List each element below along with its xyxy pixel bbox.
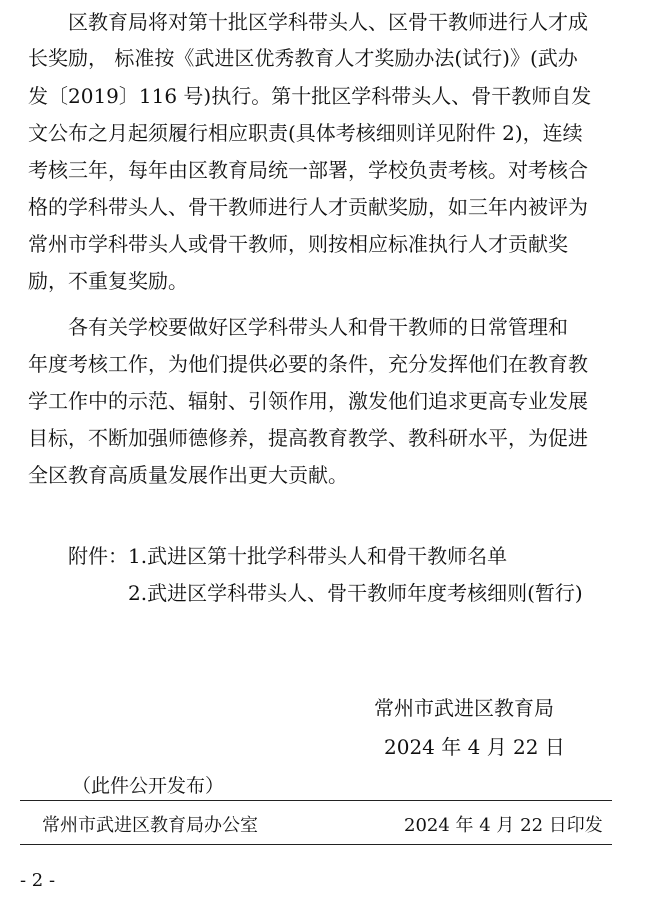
paragraph-1-line-3: 发〔2019〕116 号)执行。第十批区学科带头人、骨干教师自发	[28, 84, 592, 108]
paragraph-1-line-4: 文公布之月起须履行相应职责(具体考核细则详见附件 2)，连续	[28, 121, 583, 145]
paragraph-2-line-4: 目标，不断加强师德修养，提高教育教学、教科研水平，为促进	[28, 426, 588, 450]
signature-org: 常州市武进区教育局	[374, 696, 554, 720]
footer-bottom-rule	[20, 844, 612, 845]
paragraph-2-line-5: 全区教育高质量发展作出更大贡献。	[28, 463, 348, 487]
paragraph-2-line-2: 年度考核工作，为他们提供必要的条件，充分发挥他们在教育教	[28, 352, 588, 376]
paragraph-1-line-6: 格的学科带头人、骨干教师进行人才贡献奖励，如三年内被评为	[28, 195, 588, 219]
footer-print-date: 2024 年 4 月 22 日印发	[404, 815, 603, 836]
footer-issuer: 常州市武进区教育局办公室	[42, 815, 258, 836]
attachment-line-2: 2.武进区学科带头人、骨干教师年度考核细则(暂行)	[128, 581, 583, 605]
paragraph-1-line-1: 区教育局将对第十批区学科带头人、区骨干教师进行人才成	[68, 10, 588, 34]
paragraph-2-line-1: 各有关学校要做好区学科带头人和骨干教师的日常管理和	[68, 315, 568, 339]
footer-top-rule	[20, 800, 612, 801]
attachment-line-1: 附件：1.武进区第十批学科带头人和骨干教师名单	[68, 544, 508, 568]
page-number: - 2 -	[20, 870, 56, 891]
paragraph-1-line-5: 考核三年，每年由区教育局统一部署，学校负责考核。对考核合	[28, 158, 588, 182]
signature-date: 2024 年 4 月 22 日	[384, 735, 565, 759]
paragraph-2-line-3: 学工作中的示范、辐射、引领作用，激发他们追求更高专业发展	[28, 389, 588, 413]
paragraph-1-line-8: 励，不重复奖励。	[28, 269, 188, 293]
paragraph-1-line-7: 常州市学科带头人或骨干教师，则按相应标准执行人才贡献奖	[28, 232, 568, 256]
paragraph-1-line-2: 长奖励， 标准按《武进区优秀教育人才奖励办法(试行)》(武办	[28, 46, 578, 70]
public-release-note: （此件公开发布）	[72, 775, 225, 797]
